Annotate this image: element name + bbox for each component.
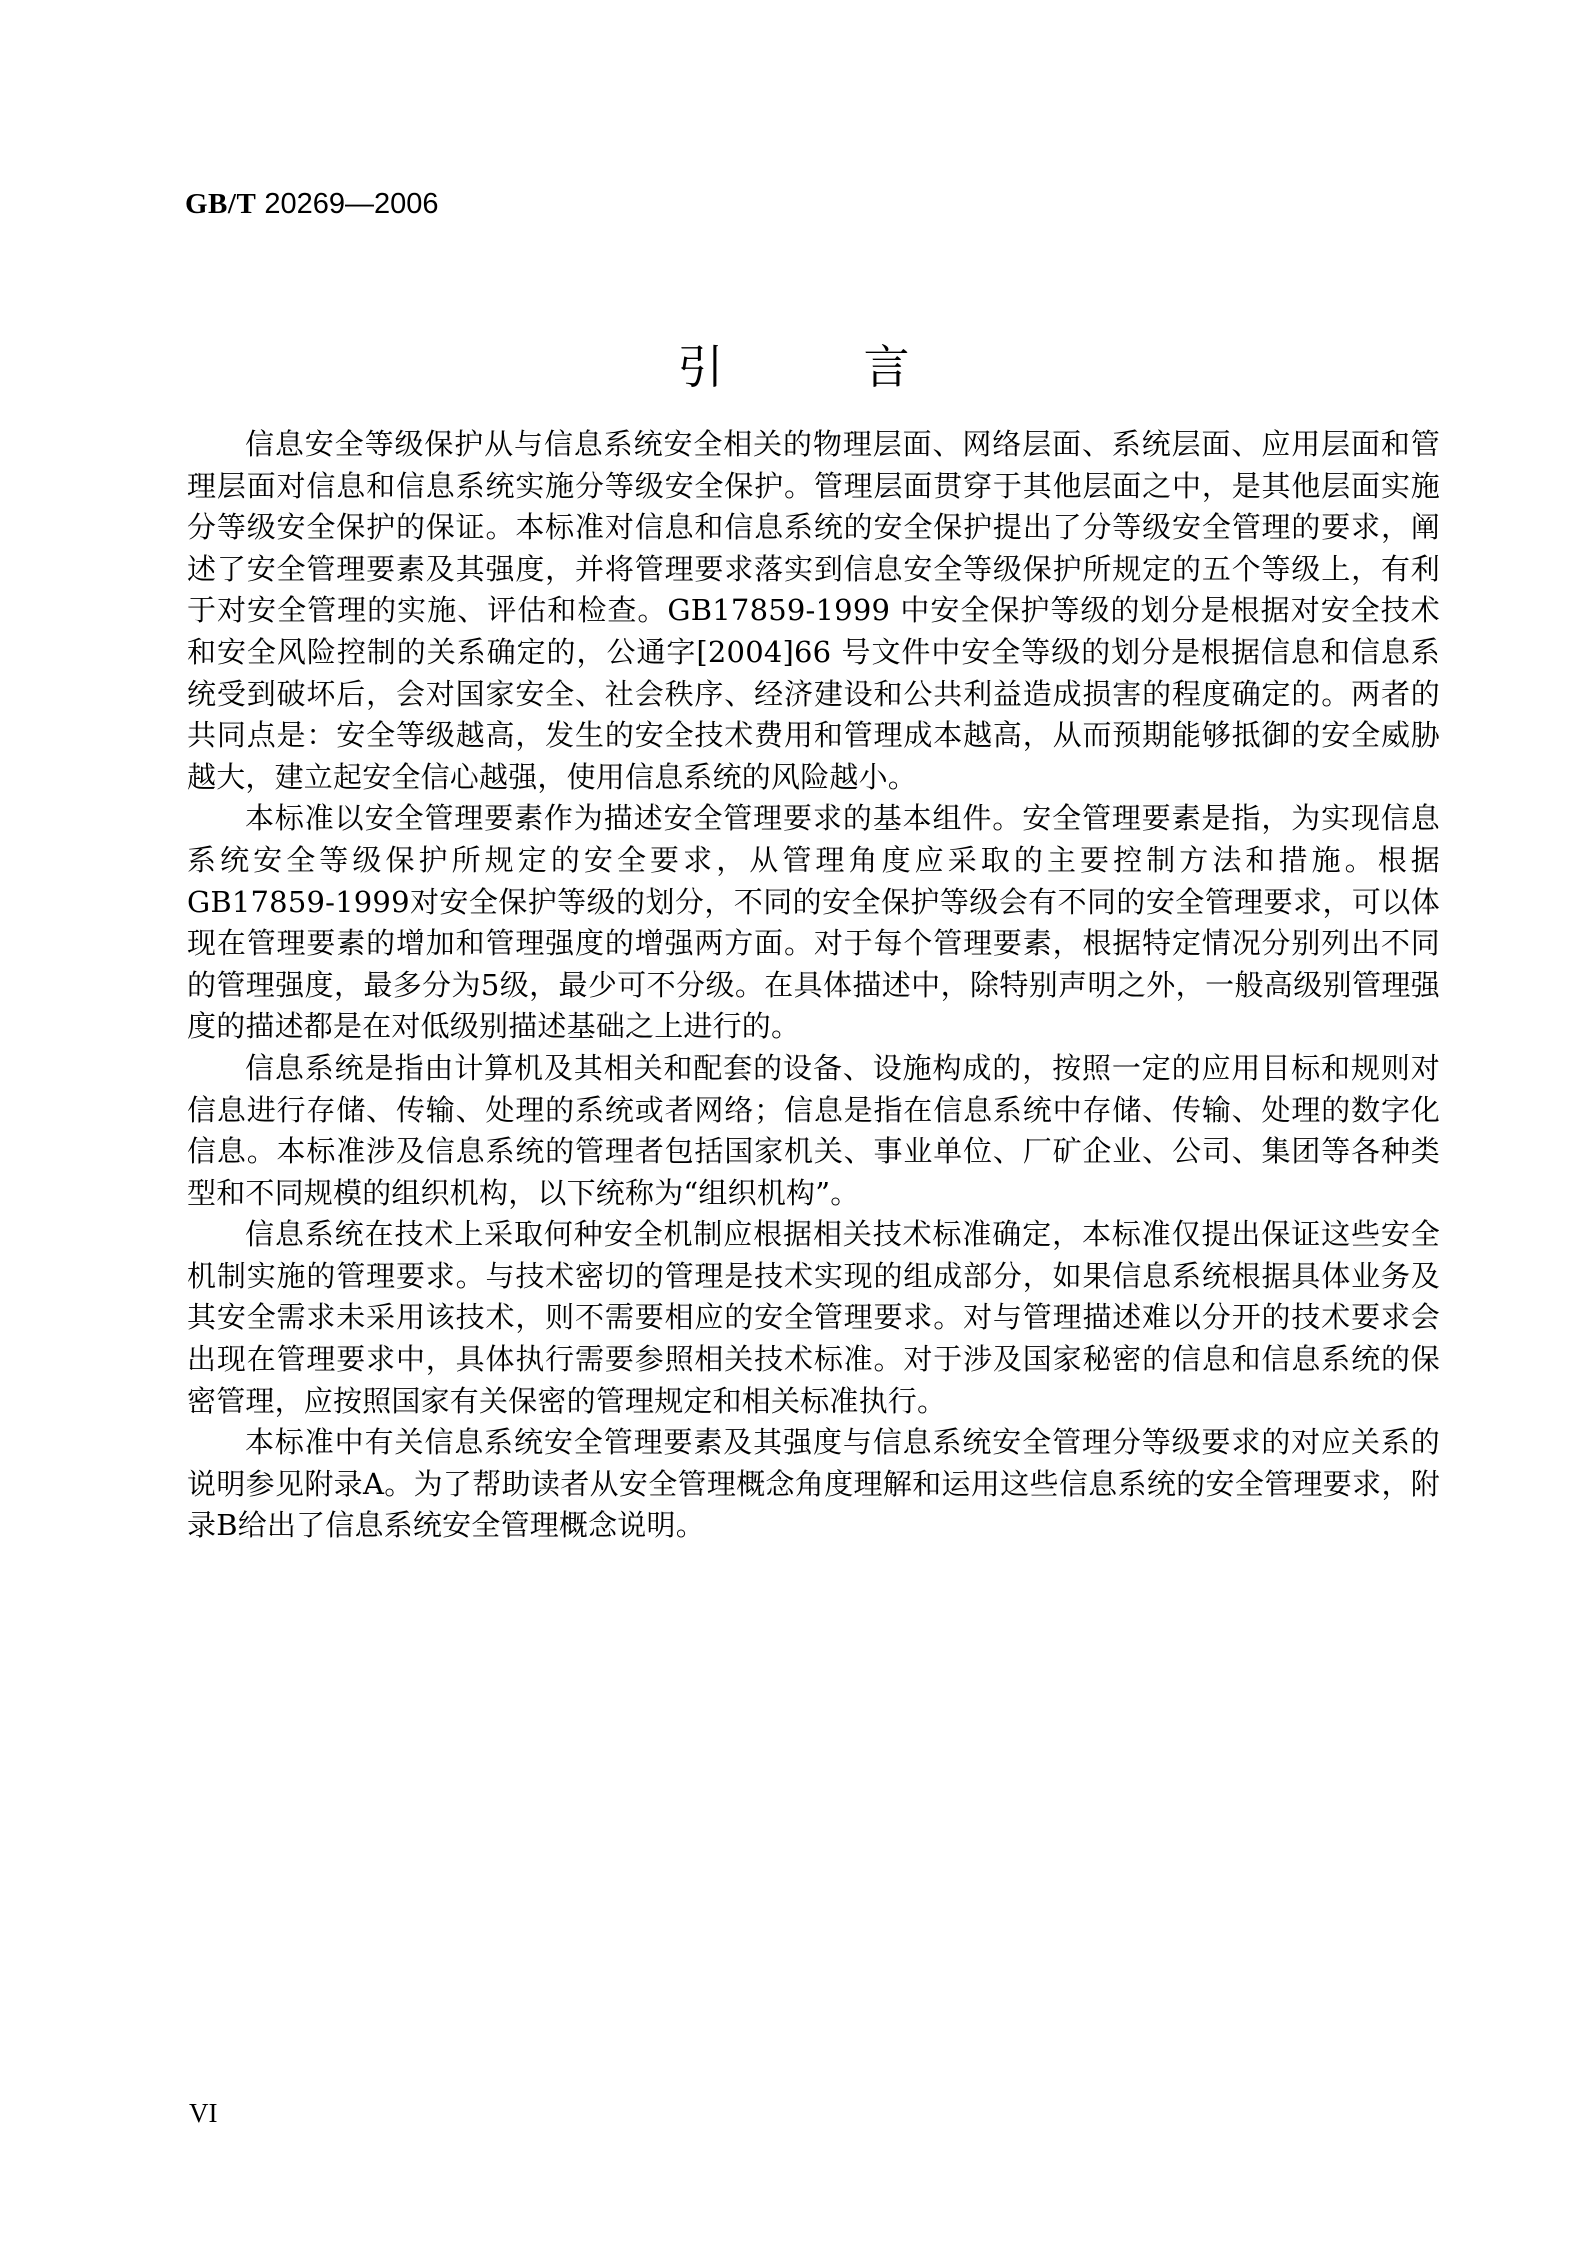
paragraph-3: 信息系统是指由计算机及其相关和配套的设备、设施构成的，按照一定的应用目标和规则对信息进行存储、传输、处理的系统或者网络；信息是指在信息系统中存储、传输、处理的数字化信息。本标准涉及信息系统的管理者包括国家机关、事业单位、厂矿企业、公司、集团等各种类型和不同规模的组织机构，以下统称为“组织机构”。 [187, 1050, 1440, 1210]
standard-code-number: 20269—2006 [264, 188, 439, 220]
page-title-char-2: 言 [863, 339, 910, 394]
page-number-label: VI [189, 2098, 218, 2128]
paragraph-2: 本标准以安全管理要素作为描述安全管理要求的基本组件。安全管理要素是指，为实现信息系统安全等级保护所规定的安全要求，从管理角度应采取的主要控制方法和措施。根据GB17859-1999对安全保护等级的划分，不同的安全保护等级会有不同的安全管理要求，可以体现在管理要素的增加和管理强度的增强两方面。对于每个管理要素，根据特定情况分别列出不同的管理强度，最多分为5级，最少可不分级。在具体描述中，除特别声明之外，一般高级别管理强度的描述都是在对低级别描述基础之上进行的。 [187, 801, 1440, 1044]
page-title-char-1: 引 [677, 339, 724, 394]
standard-code-prefix: GB/T [185, 188, 257, 220]
paragraph-5: 本标准中有关信息系统安全管理要素及其强度与信息系统安全管理分等级要求的对应关系的说明参见附录A。为了帮助读者从安全管理概念角度理解和运用这些信息系统的安全管理要求，附录B给出了信息系统安全管理概念说明。 [187, 1425, 1440, 1543]
paragraph-4: 信息系统在技术上采取何种安全机制应根据相关技术标准确定，本标准仅提出保证这些安全机制实施的管理要求。与技术密切的管理是技术实现的组成部分，如果信息系统根据具体业务及其安全需求未采用该技术，则不需要相应的安全管理要求。对与管理描述难以分开的技术要求会出现在管理要求中，具体执行需要参照相关技术标准。对于涉及国家秘密的信息和信息系统的保密管理，应按照国家有关保密的管理规定和相关标准执行。 [187, 1217, 1440, 1418]
introduction-body [187, 424, 1440, 1547]
standard-number-header [185, 188, 438, 219]
page-number [189, 2098, 218, 2128]
paragraph-1: 信息安全等级保护从与信息系统安全相关的物理层面、网络层面、系统层面、应用层面和管理层面对信息和信息系统实施分等级安全保护。管理层面贯穿于其他层面之中，是其他层面实施分等级安全保护的保证。本标准对信息和信息系统的安全保护提出了分等级安全管理的要求，阐述了安全管理要素及其强度，并将管理要求落实到信息安全等级保护所规定的五个等级上，有利于对安全管理的实施、评估和检查。GB17859-1999 中安全保护等级的划分是根据对安全技术和安全风险控制的关系确定的，公通字[2004]66 号文件中安全等级的划分是根据信息和信息系统受到破坏后，会对国家安全、社会秩序、经济建设和公共利益造成损害的程度确定的。两者的共同点是：安全等级越高，发生的安全技术费用和管理成本越高，从而预期能够抵御的安全威胁越大，建立起安全信心越强，使用信息系统的风险越小。 [187, 427, 1440, 794]
page-title [0, 339, 1587, 395]
